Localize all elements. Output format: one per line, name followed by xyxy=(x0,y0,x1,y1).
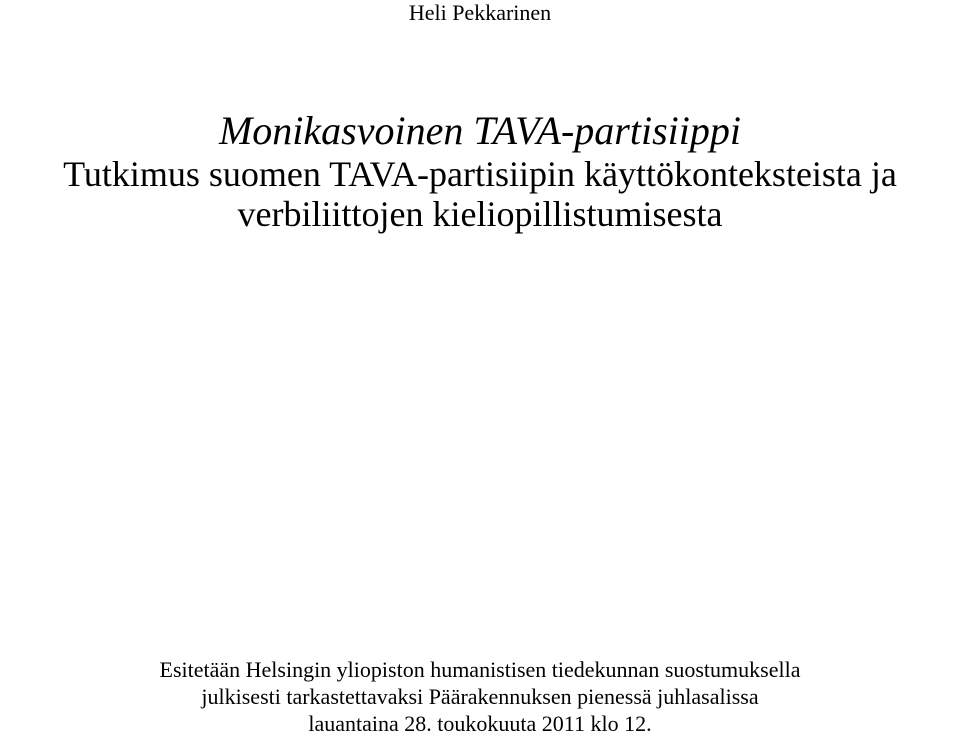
defense-statement xyxy=(0,656,960,737)
statement-line-3: lauantaina 28. toukokuuta 2011 klo 12. xyxy=(308,711,652,736)
subtitle-line-1: Tutkimus suomen TAVA-partisiipin käyttökonteksteista ja xyxy=(63,154,897,194)
statement-line-1: Esitetään Helsingin yliopiston humanistisen tiedekunnan suostumuksella xyxy=(159,657,801,682)
dissertation-title: Monikasvoinen TAVA-partisiippi xyxy=(218,108,741,153)
author-name: Heli Pekkarinen xyxy=(408,0,552,25)
statement-line-2: julkisesti tarkastettavaksi Päärakennuksen pienessä juhlasalissa xyxy=(201,684,759,709)
title-block xyxy=(0,108,960,234)
subtitle-line-2: verbiliittojen kieliopillistumisesta xyxy=(237,194,723,234)
